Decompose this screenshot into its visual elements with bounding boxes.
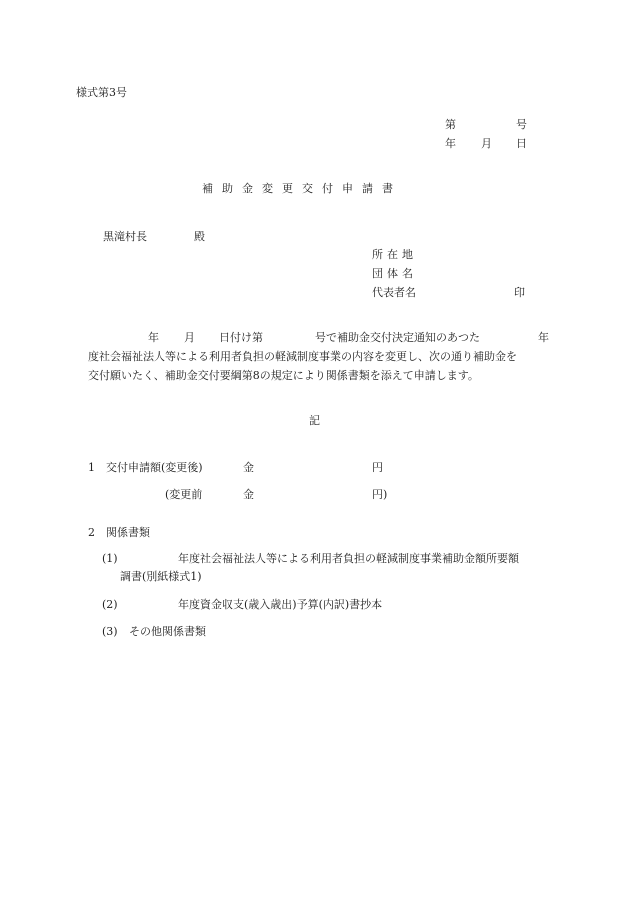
section1-number: 1 (88, 461, 95, 474)
doc-item-3-number: (3) (102, 625, 118, 638)
body-line2: 度社会福祉法人等による利用者負担の軽減制度事業の内容を変更し、次の通り補助金を (88, 350, 517, 363)
before-label: (変更前 (165, 488, 203, 501)
addressee-honorific: 殿 (194, 230, 205, 243)
body-line1-text: 号で補助金交付決定通知のあつた (315, 331, 480, 344)
form-number: 様式第3号 (76, 86, 127, 99)
ki-heading: 記 (309, 414, 320, 427)
doc-item-3-text: その他関係書類 (129, 625, 206, 638)
before-amount-label: 金 (243, 488, 254, 501)
body-year: 年 (148, 331, 159, 344)
doc-item-1-text: 年度社会福祉法人等による利用者負担の軽減制度事業補助金額所要額 (178, 552, 519, 565)
amount-label: 金 (243, 461, 254, 474)
doc-year: 年 (445, 137, 456, 150)
section2-label: 関係書類 (106, 526, 150, 539)
before-amount-unit: 円) (372, 488, 388, 501)
body-line3: 交付願いたく、補助金交付要綱第8の規定により関係書類を添えて申請します。 (88, 369, 479, 382)
doc-number-suffix: 号 (516, 118, 527, 131)
doc-month: 月 (481, 137, 492, 150)
body-date-ref: 日付け第 (219, 331, 263, 344)
addressee-name: 黒滝村長 (103, 230, 147, 243)
doc-number-prefix: 第 (445, 118, 456, 131)
doc-item-1-continuation: 調書(別紙様式1) (120, 570, 202, 583)
doc-item-2-number: (2) (102, 598, 118, 611)
doc-item-2-text: 年度資金収支(歳入歳出)予算(内訳)書抄本 (178, 598, 383, 611)
org-name-label: 団体名 (372, 267, 417, 280)
body-line1-tail: 年 (538, 331, 549, 344)
doc-day: 日 (516, 137, 527, 150)
seal-mark: 印 (514, 286, 525, 299)
amount-unit: 円 (372, 461, 383, 474)
page-title: 補助金変更交付申請書 (202, 182, 402, 195)
body-month: 月 (184, 331, 195, 344)
doc-item-1-number: (1) (102, 552, 118, 565)
section2-number: 2 (88, 526, 95, 539)
address-label: 所在地 (372, 248, 417, 261)
representative-label: 代表者名 (372, 286, 416, 299)
section1-label: 交付申請額(変更後) (106, 461, 203, 474)
